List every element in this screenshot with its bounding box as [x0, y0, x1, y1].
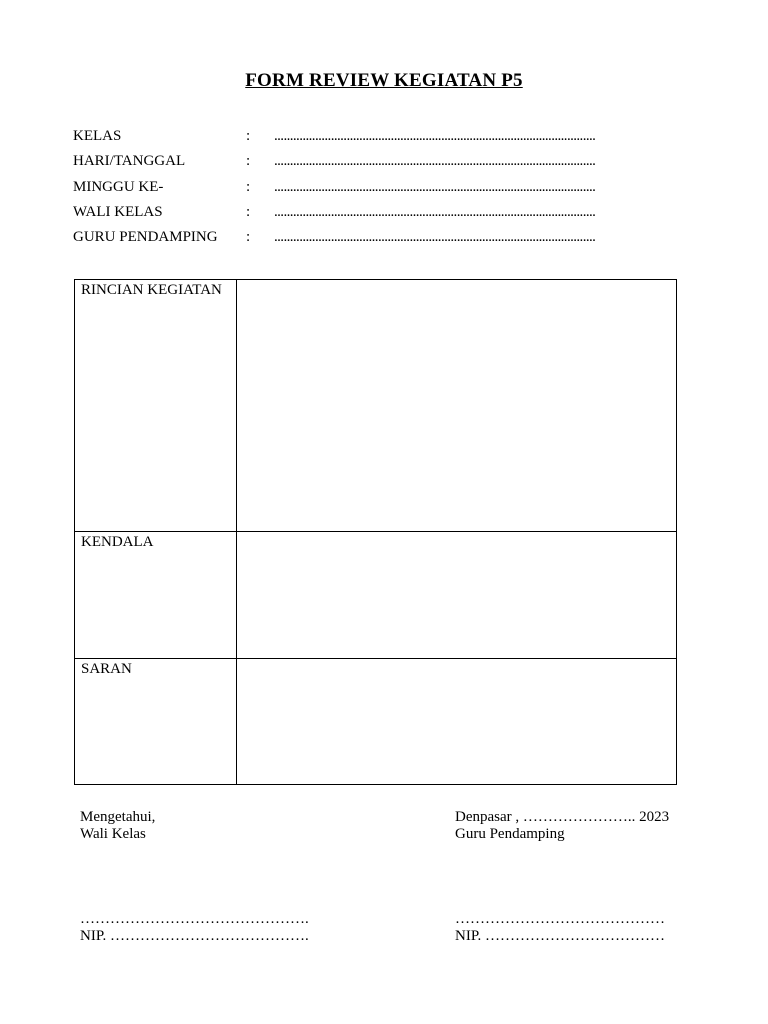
- row-label: SARAN: [75, 659, 237, 785]
- row-label: RINCIAN KEGIATAN: [75, 280, 237, 532]
- info-fill-line: ......................................................................................................: [274, 128, 596, 144]
- info-row-minggu-ke: [73, 177, 677, 202]
- signature-left-name-line: ……………………………………….: [80, 911, 309, 927]
- signature-left-nip-line: NIP. ………………………………….: [80, 928, 309, 944]
- info-label: MINGGU KE-: [73, 178, 164, 195]
- info-label: KELAS: [73, 128, 122, 144]
- info-fill-line: ......................................................................................................: [274, 153, 596, 170]
- row-label: KENDALA: [75, 532, 237, 659]
- info-label: HARI/TANGGAL: [73, 153, 186, 170]
- signature-left-heading: Mengetahui,: [80, 809, 156, 825]
- info-fields: [73, 126, 677, 252]
- info-colon: :: [246, 128, 251, 144]
- signature-left-role: Wali Kelas: [80, 826, 146, 842]
- info-fill-line: ......................................................................................................: [274, 178, 596, 195]
- info-row-hari-tanggal: [73, 151, 677, 176]
- signature-right-role: Guru Pendamping: [455, 826, 565, 842]
- signature-right-name-line: ……………………………………: [455, 911, 665, 927]
- info-fill-line: ......................................................................................................: [274, 229, 596, 246]
- info-colon: :: [246, 153, 251, 170]
- form-title: FORM REVIEW KEGIATAN P5: [245, 70, 523, 91]
- info-colon: :: [246, 203, 251, 220]
- row-content-cell: [237, 280, 677, 532]
- info-label: GURU PENDAMPING: [73, 229, 218, 246]
- table-row-rincian-kegiatan: [75, 280, 677, 532]
- signature-right-place-date: Denpasar , ………………….. 2023: [455, 809, 670, 825]
- info-colon: :: [246, 229, 251, 246]
- info-fill-line: ......................................................................................................: [274, 203, 596, 220]
- row-content-cell: [237, 659, 677, 785]
- table-row-kendala: [75, 532, 677, 659]
- info-row-kelas: [73, 126, 677, 151]
- signature-right-nip-line: NIP. ………………………………: [455, 928, 666, 944]
- table-row-saran: [75, 659, 677, 785]
- review-table: [74, 279, 677, 785]
- row-content-cell: [237, 532, 677, 659]
- info-row-guru-pendamping: [73, 227, 677, 252]
- info-row-wali-kelas: [73, 202, 677, 227]
- info-colon: :: [246, 178, 251, 195]
- info-label: WALI KELAS: [73, 203, 163, 220]
